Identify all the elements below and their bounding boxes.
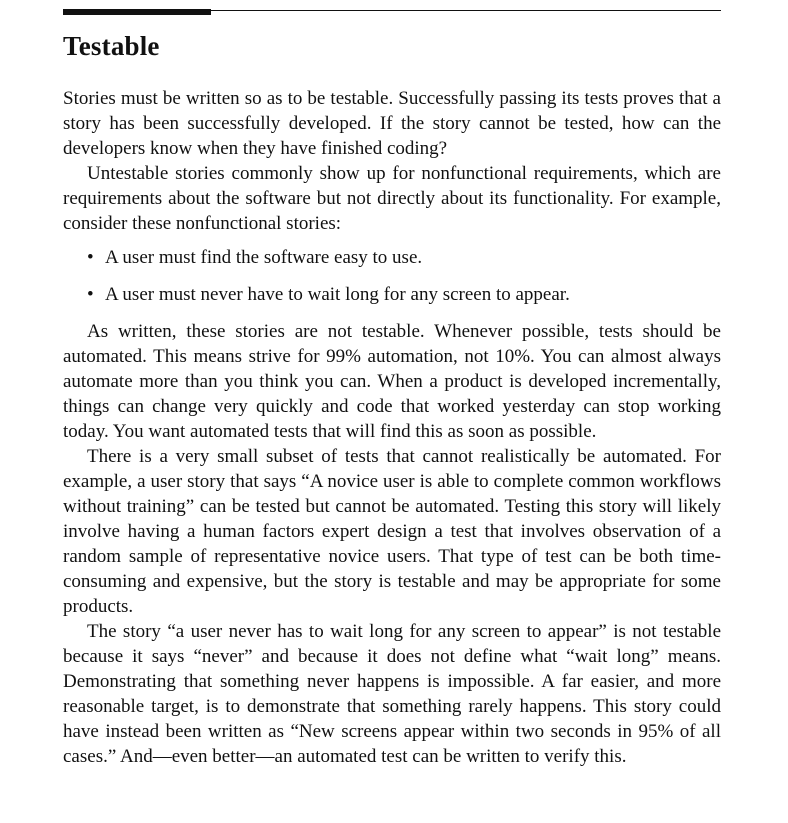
section-body	[63, 86, 721, 769]
section-rule-thick	[63, 9, 211, 15]
section-heading: Testable	[63, 31, 160, 61]
document-page	[63, 8, 721, 769]
list-item-text: A user must find the software easy to use.	[105, 247, 423, 268]
list-item	[63, 245, 721, 270]
list-item-text: A user must never have to wait long for any screen to appear.	[105, 284, 570, 305]
paragraph-4: There is a very small subset of tests that cannot realistically be automated. For example, a user story that says “A novice user is able to complete common workflows without training” can be tested but cannot be automated. Testing this story will likely involve having a human factors expert design a test that involves observation of a random sample of representative novice users. That type of test can be both time-consuming and expensive, but the story is testable and may be appropriate for some products.	[63, 446, 721, 617]
paragraph-5: The story “a user never has to wait long for any screen to appear” is not testable because it says “never” and because it does not define what “wait long” means. Demonstrating that something never happens is impossible. A far easier, and more reasonable target, is to demonstrate that something rarely happens. This story could have instead been written as “New screens appear within two seconds in 95% of all cases.” And—even better—an automated test can be written to verify this.	[63, 621, 721, 767]
bullet-icon: •	[87, 247, 94, 268]
list-item	[63, 282, 721, 307]
bullet-icon: •	[87, 284, 94, 305]
paragraph-1: Stories must be written so as to be testable. Successfully passing its tests proves that a story has been successfully developed. If the story cannot be tested, how can the developers know when they have finished coding?	[63, 88, 721, 159]
bullet-list	[63, 245, 721, 307]
paragraph-2: Untestable stories commonly show up for nonfunctional requirements, which are requirements about the software but not directly about its functionality. For example, consider these nonfunctional stories:	[63, 163, 721, 234]
paragraph-3: As written, these stories are not testable. Whenever possible, tests should be automated. This means strive for 99% automation, not 10%. You can almost always automate more than you think you can. When a product is developed incrementally, things can change very quickly and code that worked yesterday can stop working today. You want automated tests that will find this as soon as possible.	[63, 321, 721, 442]
section-rule	[63, 8, 721, 16]
